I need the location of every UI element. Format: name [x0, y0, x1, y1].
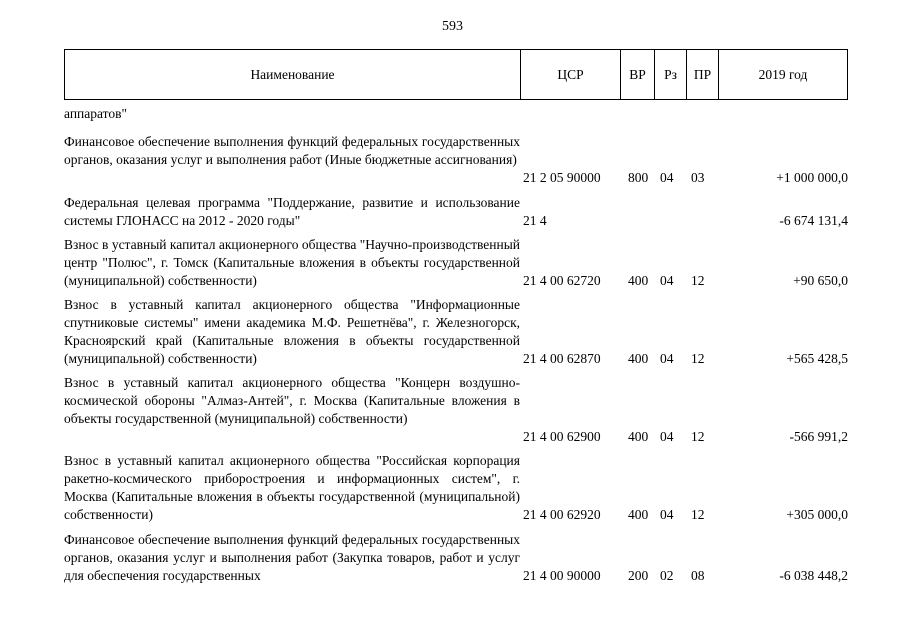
row-rz: 04	[660, 351, 674, 366]
row-name: Взнос в уставный капитал акционерного общества "Концерн воздушно-космической обороны "Алмаз-Антей", г. Москва (Капитальные вложения в объекты государственной (муниципальной) собственности)	[64, 375, 520, 426]
row-amount: +1 000 000,0	[776, 170, 848, 185]
row-vr: 800	[628, 170, 649, 185]
row-name: Финансовое обеспечение выполнения функций федеральных государственных органов, оказания услуг и выполнения работ (Закупка товаров, работ и услуг для обеспечения государственных	[64, 532, 520, 583]
table-header	[64, 49, 848, 100]
header-vr: ВР	[621, 50, 655, 100]
row-csr: 21 4 00 62720	[523, 273, 601, 288]
row-pr: 12	[691, 351, 705, 366]
row-csr: 21 4	[523, 213, 547, 228]
row-name: Взнос в уставный капитал акционерного общества "Российская корпорация ракетно-космического приборостроения и информационных систем", г. Москва (Капитальные вложения в объекты государственной (муниципальной) собственности)	[64, 453, 520, 522]
row-name: Взнос в уставный капитал акционерного общества "Научно-производственный центр "Полюс", г. Томск (Капитальные вложения в объекты государственной (муниципальной) собственности)	[64, 237, 520, 288]
row-pr: 03	[691, 170, 705, 185]
table-row	[0, 133, 905, 187]
row-rz: 04	[660, 170, 674, 185]
row-csr: 21 4 00 62900	[523, 429, 601, 444]
header-pr: ПР	[687, 50, 719, 100]
row-amount: -566 991,2	[789, 429, 848, 444]
row-rz: 02	[660, 568, 674, 583]
row-pr: 12	[691, 429, 705, 444]
row-pr: 12	[691, 507, 705, 522]
row-amount: -6 038 448,2	[779, 568, 848, 583]
header-name: Наименование	[65, 50, 521, 100]
row-amount: +565 428,5	[786, 351, 848, 366]
header-rz: Рз	[655, 50, 687, 100]
row-rz: 04	[660, 429, 674, 444]
row-csr: 21 4 00 90000	[523, 568, 601, 583]
row-vr: 200	[628, 568, 649, 583]
row-name: Взнос в уставный капитал акционерного общества "Информационные спутниковые системы" имени академика М.Ф. Решетнёва", г. Железногорск, Красноярский край (Капитальные вложения в объекты государственной (муниципальной) собственности)	[64, 297, 520, 366]
row-csr: 21 4 00 62870	[523, 351, 601, 366]
table-row	[0, 374, 905, 446]
header-year: 2019 год	[719, 50, 848, 100]
table-row	[0, 452, 905, 524]
row-vr: 400	[628, 507, 649, 522]
row-pr: 08	[691, 568, 705, 583]
row-vr: 400	[628, 351, 649, 366]
row-csr: 21 2 05 90000	[523, 170, 601, 185]
row-amount: +90 650,0	[793, 273, 848, 288]
row-csr: 21 4 00 62920	[523, 507, 601, 522]
table-row	[0, 194, 905, 230]
table-row	[0, 236, 905, 290]
row-rz: 04	[660, 507, 674, 522]
row-vr: 400	[628, 273, 649, 288]
row-rz: 04	[660, 273, 674, 288]
row-amount: +305 000,0	[786, 507, 848, 522]
continuation-fragment: аппаратов"	[64, 106, 128, 121]
page-number: 593	[442, 19, 463, 34]
row-name: Федеральная целевая программа "Поддержание, развитие и использование системы ГЛОНАСС на 2012 - 2020 годы"	[64, 195, 520, 228]
row-vr: 400	[628, 429, 649, 444]
row-amount: -6 674 131,4	[779, 213, 848, 228]
header-csr: ЦСР	[521, 50, 621, 100]
row-pr: 12	[691, 273, 705, 288]
row-name: Финансовое обеспечение выполнения функций федеральных государственных органов, оказания услуг и выполнения работ (Иные бюджетные ассигнования)	[64, 134, 520, 167]
table-row	[0, 296, 905, 368]
table-row	[0, 531, 905, 585]
